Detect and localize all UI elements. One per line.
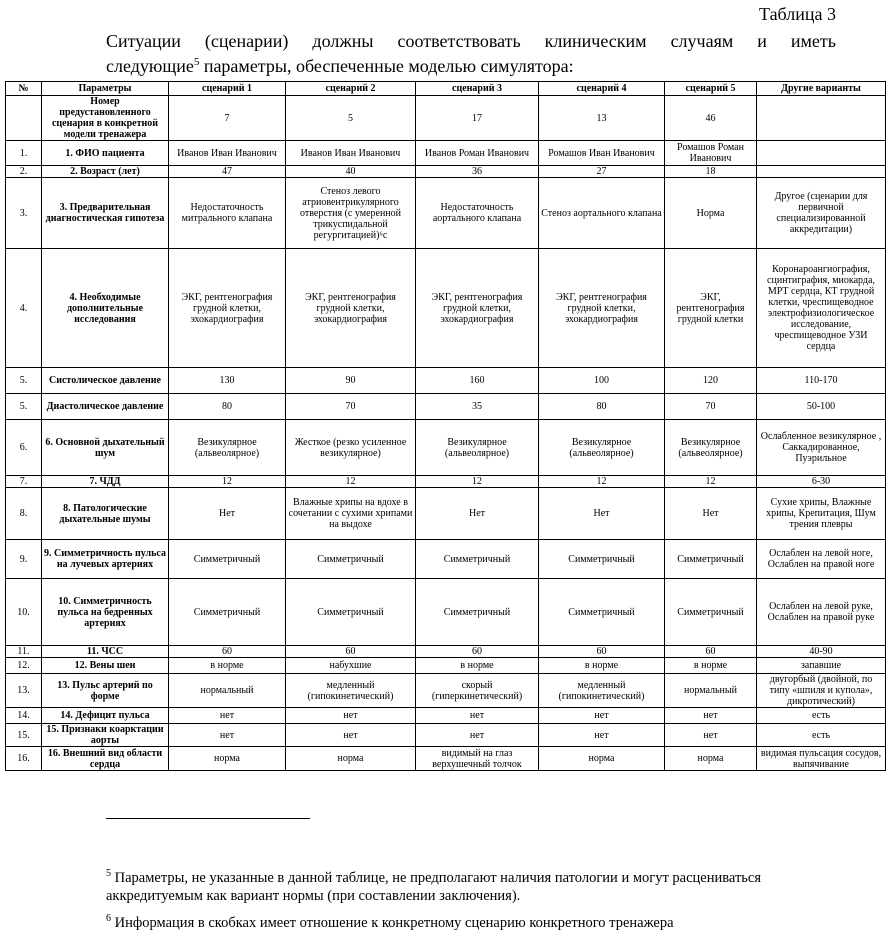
table-row bbox=[6, 141, 886, 166]
column-header: сценарий 4 bbox=[539, 82, 665, 96]
parameter-name: 7. ЧДД bbox=[42, 476, 169, 488]
scenario-cell: медленный (гипокинетический) bbox=[286, 674, 416, 708]
table-row bbox=[6, 368, 886, 394]
column-header: Другие варианты bbox=[757, 82, 886, 96]
parameter-name: 12. Вены шеи bbox=[42, 658, 169, 674]
scenario-cell: Симметричный bbox=[286, 579, 416, 646]
other-variants-cell: Ослабленное везикулярное , Саккадированное, Пуэрильное bbox=[757, 420, 886, 476]
table-row bbox=[6, 394, 886, 420]
column-header: сценарий 3 bbox=[416, 82, 539, 96]
scenario-cell: в норме bbox=[416, 658, 539, 674]
other-variants-cell bbox=[757, 141, 886, 166]
row-number: 8. bbox=[6, 488, 42, 540]
scenario-cell: 80 bbox=[169, 394, 286, 420]
scenario-cell: 60 bbox=[665, 646, 757, 658]
table-caption: Таблица 3 bbox=[759, 4, 836, 24]
table-row bbox=[6, 724, 886, 747]
scenario-cell: Везикулярное (альвеолярное) bbox=[416, 420, 539, 476]
scenario-cell: 100 bbox=[539, 368, 665, 394]
row-number: 11. bbox=[6, 646, 42, 658]
other-variants-cell: 6-30 bbox=[757, 476, 886, 488]
parameter-name: 2. Возраст (лет) bbox=[42, 166, 169, 178]
footnote-6-text: Информация в скобках имеет отношение к конкретному сценарию конкретного тренажера bbox=[111, 915, 674, 931]
scenario-cell: 7 bbox=[169, 96, 286, 141]
scenario-cell: 70 bbox=[665, 394, 757, 420]
intro-line-2 bbox=[106, 54, 836, 79]
scenario-cell: 60 bbox=[416, 646, 539, 658]
scenario-cell: в норме bbox=[169, 658, 286, 674]
scenario-cell: Нет bbox=[169, 488, 286, 540]
scenario-cell: 40 bbox=[286, 166, 416, 178]
scenario-cell: набухшие bbox=[286, 658, 416, 674]
intro-line-2-end: параметры, обеспеченные моделью симулятора: bbox=[199, 56, 574, 76]
column-header: № bbox=[6, 82, 42, 96]
scenario-cell: 12 bbox=[286, 476, 416, 488]
scenario-cell: 17 bbox=[416, 96, 539, 141]
scenario-cell: Стеноз аортального клапана bbox=[539, 178, 665, 249]
row-number: 15. bbox=[6, 724, 42, 747]
table-row bbox=[6, 249, 886, 368]
scenario-cell: Симметричный bbox=[539, 540, 665, 579]
scenario-cell: нет bbox=[286, 724, 416, 747]
scenario-cell: Симметричный bbox=[169, 540, 286, 579]
parameter-name: 13. Пульс артерий по форме bbox=[42, 674, 169, 708]
scenario-cell: Жесткое (резко усиленное везикулярное) bbox=[286, 420, 416, 476]
row-number: 13. bbox=[6, 674, 42, 708]
row-number: 4. bbox=[6, 249, 42, 368]
scenario-cell: норма bbox=[169, 747, 286, 771]
scenario-cell: Симметричный bbox=[665, 579, 757, 646]
scenario-cell: видимый на глаз верхушечный толчок bbox=[416, 747, 539, 771]
row-number: 6. bbox=[6, 420, 42, 476]
scenario-cell: ЭКГ, рентгенография грудной клетки bbox=[665, 249, 757, 368]
parameter-name: 14. Дефицит пульса bbox=[42, 708, 169, 724]
intro-line-2-start: следующие bbox=[106, 56, 194, 76]
parameter-name: 4. Необходимые дополнительные исследования bbox=[42, 249, 169, 368]
table-row bbox=[6, 540, 886, 579]
row-number: 12. bbox=[6, 658, 42, 674]
row-number: 1. bbox=[6, 141, 42, 166]
scenario-cell: 18 bbox=[665, 166, 757, 178]
scenario-cell: 46 bbox=[665, 96, 757, 141]
scenario-cell: 27 bbox=[539, 166, 665, 178]
row-number: 16. bbox=[6, 747, 42, 771]
parameter-name: 16. Внешний вид области сердца bbox=[42, 747, 169, 771]
scenario-cell: в норме bbox=[665, 658, 757, 674]
scenario-cell: 130 bbox=[169, 368, 286, 394]
scenario-cell: Симметричный bbox=[416, 579, 539, 646]
scenario-cell: скорый (гиперкинетический) bbox=[416, 674, 539, 708]
scenario-cell: нормальный bbox=[665, 674, 757, 708]
intro-line-1: Ситуации (сценарии) должны соответствовать клиническим случаям и иметь bbox=[106, 31, 836, 51]
scenario-cell: Нет bbox=[665, 488, 757, 540]
table-row bbox=[6, 420, 886, 476]
column-header: сценарий 5 bbox=[665, 82, 757, 96]
scenario-cell: Иванов Иван Иванович bbox=[286, 141, 416, 166]
table-row bbox=[6, 178, 886, 249]
parameter-name: Систолическое давление bbox=[42, 368, 169, 394]
scenario-cell: Стеноз левого атриовентрикулярного отверстия (с умеренной трикуспидальной регургитацией)⁶с bbox=[286, 178, 416, 249]
scenario-cell: Недостаточность митрального клапана bbox=[169, 178, 286, 249]
column-header: сценарий 2 bbox=[286, 82, 416, 96]
scenario-cell: 120 bbox=[665, 368, 757, 394]
scenario-cell: Ромашов Иван Иванович bbox=[539, 141, 665, 166]
scenario-cell: 36 bbox=[416, 166, 539, 178]
other-variants-cell: Ослаблен на левой руке, Ослаблен на правой руке bbox=[757, 579, 886, 646]
footnote-divider bbox=[106, 818, 310, 819]
scenario-cell: Норма bbox=[665, 178, 757, 249]
scenario-cell: нет bbox=[286, 708, 416, 724]
table-row bbox=[6, 674, 886, 708]
row-number: 3. bbox=[6, 178, 42, 249]
column-header: Параметры bbox=[42, 82, 169, 96]
table-header-row bbox=[6, 82, 886, 96]
parameter-name: 8. Патологические дыхательные шумы bbox=[42, 488, 169, 540]
footnote-6-mark: 6 bbox=[106, 913, 111, 925]
footnote-5-text: Параметры, не указанные в данной таблице, не предполагают наличия патологии и могут расцениваться аккредитуемым как вариант нормы (при составлении заключения). bbox=[106, 870, 762, 904]
column-header: сценарий 1 bbox=[169, 82, 286, 96]
scenario-cell: 5 bbox=[286, 96, 416, 141]
table-row bbox=[6, 488, 886, 540]
table-row bbox=[6, 646, 886, 658]
scenario-cell: Ромашов Роман Иванович bbox=[665, 141, 757, 166]
scenario-cell: Влажные хрипы на вдохе в сочетании с сухими хрипами на выдохе bbox=[286, 488, 416, 540]
scenario-cell: 60 bbox=[286, 646, 416, 658]
scenario-cell: 12 bbox=[539, 476, 665, 488]
row-number: 14. bbox=[6, 708, 42, 724]
scenario-cell: медленный (гипокинетический) bbox=[539, 674, 665, 708]
other-variants-cell: Ослаблен на левой ноге, Ослаблен на правой ноге bbox=[757, 540, 886, 579]
scenario-cell: 60 bbox=[539, 646, 665, 658]
scenario-cell: нет bbox=[169, 708, 286, 724]
scenario-cell: нет bbox=[539, 724, 665, 747]
footnote-5 bbox=[106, 869, 846, 905]
scenario-cell: 160 bbox=[416, 368, 539, 394]
scenario-cell: 80 bbox=[539, 394, 665, 420]
scenario-cell: нормальный bbox=[169, 674, 286, 708]
scenario-cell: 35 bbox=[416, 394, 539, 420]
other-variants-cell: запавшие bbox=[757, 658, 886, 674]
parameter-name: Диастолическое давление bbox=[42, 394, 169, 420]
row-number: 7. bbox=[6, 476, 42, 488]
row-number: 10. bbox=[6, 579, 42, 646]
parameter-name: 1. ФИО пациента bbox=[42, 141, 169, 166]
other-variants-cell: Коронароангиография, сцинтиграфия, миокарда, МРТ сердца, КТ грудной клетки, чреспищеводное электрофизиологическое исследование, чреспищеводное УЗИ сердца bbox=[757, 249, 886, 368]
parameter-name: 10. Симметричность пульса на бедренных артериях bbox=[42, 579, 169, 646]
row-number bbox=[6, 96, 42, 141]
scenario-cell: нет bbox=[665, 724, 757, 747]
scenario-cell: в норме bbox=[539, 658, 665, 674]
scenario-cell: Симметричный bbox=[169, 579, 286, 646]
table-row bbox=[6, 708, 886, 724]
other-variants-cell: Сухие хрипы, Влажные хрипы, Крепитация, Шум трения плевры bbox=[757, 488, 886, 540]
row-number: 5. bbox=[6, 368, 42, 394]
row-number: 9. bbox=[6, 540, 42, 579]
scenario-cell: 47 bbox=[169, 166, 286, 178]
scenario-cell: нет bbox=[169, 724, 286, 747]
scenario-cell: нет bbox=[539, 708, 665, 724]
parameter-name: 15. Признаки коарктации аорты bbox=[42, 724, 169, 747]
table-row bbox=[6, 658, 886, 674]
scenario-cell: Симметричный bbox=[286, 540, 416, 579]
scenario-cell: 12 bbox=[416, 476, 539, 488]
scenario-cell: норма bbox=[539, 747, 665, 771]
scenario-cell: 90 bbox=[286, 368, 416, 394]
other-variants-cell: 40-90 bbox=[757, 646, 886, 658]
scenario-cell: ЭКГ, рентгенография грудной клетки, эхокардиография bbox=[286, 249, 416, 368]
parameter-name: 9. Симметричность пульса на лучевых артериях bbox=[42, 540, 169, 579]
scenario-cell: 13 bbox=[539, 96, 665, 141]
scenario-cell: ЭКГ, рентгенография грудной клетки, эхокардиография bbox=[416, 249, 539, 368]
other-variants-cell: есть bbox=[757, 708, 886, 724]
table-row bbox=[6, 476, 886, 488]
row-number: 2. bbox=[6, 166, 42, 178]
other-variants-cell: видимая пульсация сосудов, выпячивание bbox=[757, 747, 886, 771]
parameter-name: Номер предустановленного сценария в конкретной модели тренажера bbox=[42, 96, 169, 141]
scenario-cell: Везикулярное (альвеолярное) bbox=[169, 420, 286, 476]
footnote-ref-5: 5 bbox=[193, 56, 200, 68]
scenario-cell: Нет bbox=[416, 488, 539, 540]
other-variants-cell: 50-100 bbox=[757, 394, 886, 420]
scenario-cell: норма bbox=[286, 747, 416, 771]
scenario-cell: ЭКГ, рентгенография грудной клетки, эхокардиография bbox=[539, 249, 665, 368]
scenario-cell: Везикулярное (альвеолярное) bbox=[665, 420, 757, 476]
other-variants-cell: 110-170 bbox=[757, 368, 886, 394]
footnote-6 bbox=[106, 914, 846, 932]
parameter-name: 6. Основной дыхательный шум bbox=[42, 420, 169, 476]
table-row bbox=[6, 96, 886, 141]
intro-paragraph bbox=[106, 29, 836, 79]
scenario-cell: норма bbox=[665, 747, 757, 771]
table-row bbox=[6, 747, 886, 771]
scenario-cell: Иванов Иван Иванович bbox=[169, 141, 286, 166]
parameters-table bbox=[5, 81, 886, 771]
scenario-cell: Везикулярное (альвеолярное) bbox=[539, 420, 665, 476]
scenario-cell: Симметричный bbox=[665, 540, 757, 579]
scenario-cell: 70 bbox=[286, 394, 416, 420]
parameter-name: 11. ЧСС bbox=[42, 646, 169, 658]
scenario-cell: 60 bbox=[169, 646, 286, 658]
parameter-name: 3. Предварительная диагностическая гипотеза bbox=[42, 178, 169, 249]
scenario-cell: Недостаточность аортального клапана bbox=[416, 178, 539, 249]
other-variants-cell: есть bbox=[757, 724, 886, 747]
scenario-cell: ЭКГ, рентгенография грудной клетки, эхокардиография bbox=[169, 249, 286, 368]
scenario-cell: Иванов Роман Иванович bbox=[416, 141, 539, 166]
other-variants-cell: двугорбый (двойной, по типу «шпиля и купола», дикротический) bbox=[757, 674, 886, 708]
scenario-cell: Симметричный bbox=[539, 579, 665, 646]
scenario-cell: нет bbox=[416, 724, 539, 747]
table-row bbox=[6, 166, 886, 178]
other-variants-cell: Другое (сценарии для первичной специализированной аккредитации) bbox=[757, 178, 886, 249]
scenario-cell: 12 bbox=[169, 476, 286, 488]
scenario-cell: Симметричный bbox=[416, 540, 539, 579]
table-row bbox=[6, 579, 886, 646]
scenario-cell: нет bbox=[416, 708, 539, 724]
scenario-cell: 12 bbox=[665, 476, 757, 488]
other-variants-cell bbox=[757, 96, 886, 141]
row-number: 5. bbox=[6, 394, 42, 420]
scenario-cell: Нет bbox=[539, 488, 665, 540]
other-variants-cell bbox=[757, 166, 886, 178]
scenario-cell: нет bbox=[665, 708, 757, 724]
footnote-5-mark: 5 bbox=[106, 868, 111, 880]
